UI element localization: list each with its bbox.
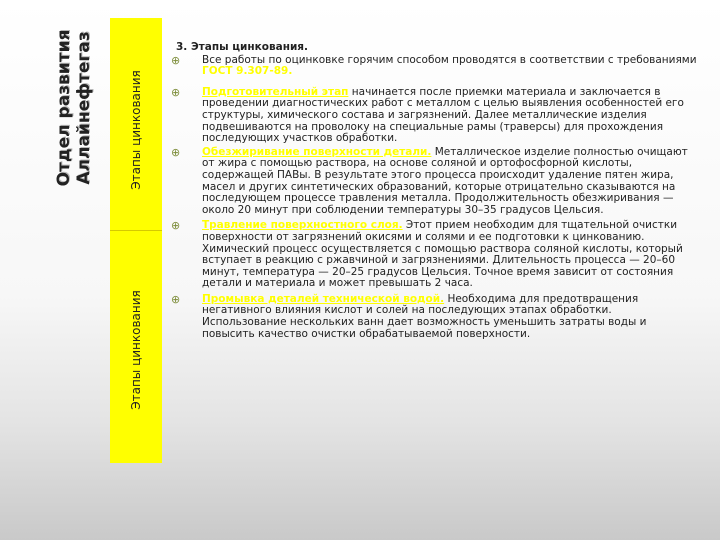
- content-area: [170, 42, 698, 340]
- highlight-text: Подготовительный этап: [202, 85, 349, 98]
- bullet-item: ⊕ Обезжиривание поверхности детали. Металлическое изделие полностью очищают от жира с помощью раствора, на основе соляной и ортофосфорной кислоты, содержащей ПАВы. В результате этого процесса происходит удаление пятен жира, масел и других синтетических образований, которые отрицательно сказываются на последующем процессе травления металла. Продолжительность обезжиривания — около 20 минут при соблюдении температуры 30–35 градусов Цельсия.: [171, 145, 688, 216]
- panel-label-top: Этапы цинкования: [129, 70, 143, 190]
- circled-plus-icon: ⊕: [171, 145, 181, 159]
- circled-plus-icon: ⊕: [171, 292, 181, 306]
- highlight-text: ГОСТ 9.307-89.: [202, 65, 293, 78]
- circled-plus-icon: ⊕: [171, 85, 181, 99]
- title-line-1: Отдел развития: [54, 29, 74, 186]
- bullet-item: ⊕ Все работы по оцинковке горячим способом проводятся в соответствии с требованиями ГОСТ 9.307-89.: [171, 53, 697, 78]
- panel-label-bottom: Этапы цинкования: [129, 290, 143, 410]
- highlight-text: Травление поверхностного слоя.: [202, 219, 403, 232]
- bullet-item: ⊕ Травление поверхностного слоя. Этот прием необходим для тщательной очистки поверхности от загрязнений окисями и солями и ее подготовки к цинкованию. Химический процесс осуществляется с помощью раствора соляной кислоты, который вступает в реакцию с ржавчиной и загрязнениями. Длительность процесса — 20–60 минут, температура — 20–25 градусов Цельсия. Точное время зависит от состояния детали и материала и может превышать 2 часа.: [171, 219, 683, 290]
- highlight-text: Обезжиривание поверхности детали.: [202, 145, 432, 158]
- bullet-item: ⊕ Подготовительный этап начинается после приемки материала и заключается в проведении диагностических работ с металлом с целью выявления особенностей его структуры, химического состава и загрязнений. Далее металлические изделия подвешиваются на проволоку на специальные рамы (траверсы) для прохождения последующих участков обработки.: [171, 85, 684, 145]
- title-line-2: Аллайнефтегаз: [74, 30, 94, 185]
- circled-plus-icon: ⊕: [171, 53, 181, 67]
- bullet-item: ⊕ Промывка деталей технической водой. Необходима для предотвращения негативного влияния кислот и солей на последующих этапах обработки. Использование нескольких ванн дает возможность уменьшить затраты воды и повысить качество очистки обрабатываемой поверхности.: [171, 292, 647, 340]
- section-heading: 3. Этапы цинкования.: [176, 41, 309, 53]
- highlight-text: Промывка деталей технической водой.: [202, 292, 445, 305]
- circled-plus-icon: ⊕: [171, 219, 181, 233]
- vertical-title: [48, 20, 100, 195]
